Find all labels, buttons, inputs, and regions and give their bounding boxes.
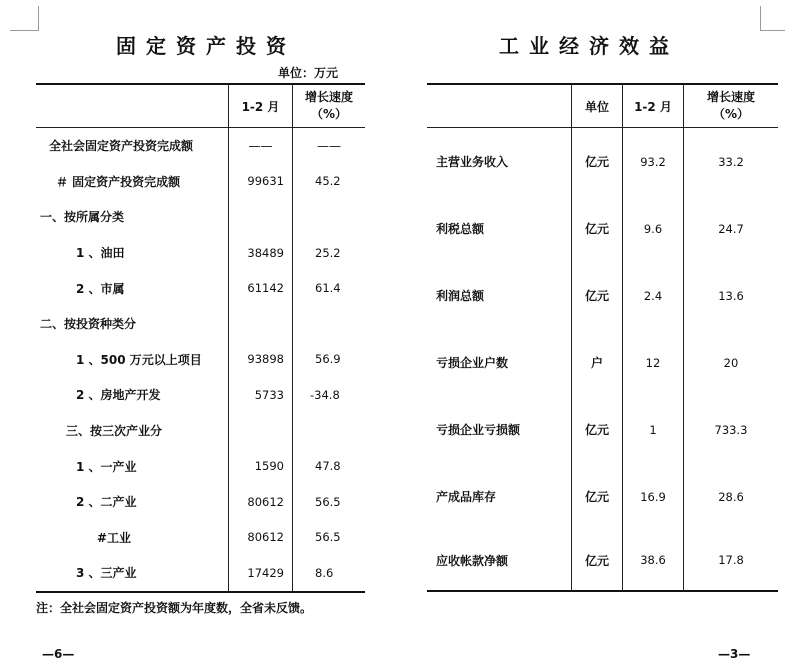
row-value: 80612 [229,520,293,556]
table-row [427,530,778,591]
row-label: 2 、二产业 [76,495,137,510]
table-row [427,463,778,530]
row-label: 全社会固定资产投资完成额 [49,139,194,154]
row-unit: 亿元 [572,463,623,530]
row-value: 61142 [229,270,293,306]
row-unit: 亿元 [572,262,623,329]
row-value: 12 [623,329,684,396]
header-growth: 增长速度 （%） [684,84,779,128]
table-row [36,484,365,520]
unit-label: 单位：万元 [278,66,339,80]
row-label: 利润总额 [436,289,485,303]
row-value [229,306,293,342]
row-label: 2 、房地产开发 [76,388,161,403]
row-label: #工业 [97,530,132,545]
row-growth: 20 [684,329,779,396]
row-label: 1 、500 万元以上项目 [76,352,202,367]
row-growth: 45.2 [293,164,366,200]
row-label: 2 、市属 [76,281,125,296]
row-growth: 47.8 [293,448,366,484]
row-growth: 28.6 [684,463,779,530]
row-value: 5733 [229,377,293,413]
row-growth: 56.5 [293,484,366,520]
row-value: 1590 [229,448,293,484]
row-label: ＃ 固定资产投资完成额 [56,174,181,189]
row-value: 93898 [229,342,293,378]
table-row [36,377,365,413]
row-label: 主营业务收入 [436,155,509,169]
row-value [229,199,293,235]
row-label: 产成品库存 [436,490,497,504]
header-period: 1-2 月 [623,84,684,128]
row-growth: 17.8 [684,530,779,591]
row-growth: 33.2 [684,128,779,196]
table-row [36,270,365,306]
row-growth [293,306,366,342]
row-value: 1 [623,396,684,463]
table-row [36,164,365,200]
row-growth: 8.6 [293,555,366,592]
row-growth: 61.4 [293,270,366,306]
row-growth [293,199,366,235]
industrial-efficiency-table [427,83,778,592]
table-row [36,235,365,271]
row-label: 亏损企业户数 [436,356,509,370]
row-value: 17429 [229,555,293,592]
page-number-left: —6— [42,647,75,661]
table-row [36,448,365,484]
row-value: 99631 [229,164,293,200]
table-header-row [427,84,778,128]
row-value: 93.2 [623,128,684,196]
row-label: 一、按所属分类 [40,210,125,225]
table-row [36,520,365,556]
row-label: 1 、一产业 [76,459,137,474]
table-row [427,262,778,329]
row-value: —— [229,128,293,164]
row-label: 三、按三次产业分 [66,424,163,439]
row-growth: —— [293,128,366,164]
table-row [36,555,365,592]
row-label: 利税总额 [436,222,485,236]
table-row [427,195,778,262]
row-unit: 亿元 [572,195,623,262]
row-value: 38.6 [623,530,684,591]
row-label: 1 、油田 [76,246,125,261]
table-row [36,413,365,449]
left-page-title: 固定资产投资 [116,34,296,58]
row-unit: 亿元 [572,396,623,463]
row-value: 2.4 [623,262,684,329]
row-growth: 25.2 [293,235,366,271]
row-growth: 24.7 [684,195,779,262]
row-value: 38489 [229,235,293,271]
row-growth [293,413,366,449]
table-row [427,128,778,196]
row-growth: 56.9 [293,342,366,378]
table-row [36,342,365,378]
header-unit: 单位 [572,84,623,128]
row-growth: 13.6 [684,262,779,329]
row-unit: 户 [572,329,623,396]
row-value: 9.6 [623,195,684,262]
row-growth: 733.3 [684,396,779,463]
row-label: 应收帐款净额 [436,553,509,568]
table-row [427,396,778,463]
row-label: 亏损企业亏损额 [436,423,521,437]
header-growth: 增长速度 （%） [293,84,366,128]
row-growth: -34.8 [293,377,366,413]
right-page-title: 工业经济效益 [499,34,679,58]
row-label: 二、按投资种类分 [40,317,137,332]
table-row [427,329,778,396]
crop-mark-right [760,6,785,31]
row-value: 16.9 [623,463,684,530]
row-unit: 亿元 [572,128,623,196]
page-number-right: —3— [718,647,751,661]
table-row [36,199,365,235]
row-value [229,413,293,449]
header-period: 1-2 月 [229,84,293,128]
table-header-row [36,84,365,128]
row-label: 3 、三产业 [76,566,137,581]
row-growth: 56.5 [293,520,366,556]
table-row [36,128,365,164]
row-unit: 亿元 [572,530,623,591]
row-value: 80612 [229,484,293,520]
table-row [36,306,365,342]
footnote: 注：全社会固定资产投资额为年度数，全省未反馈。 [36,601,313,615]
crop-mark-left [10,6,39,31]
fixed-asset-investment-table [36,83,365,593]
